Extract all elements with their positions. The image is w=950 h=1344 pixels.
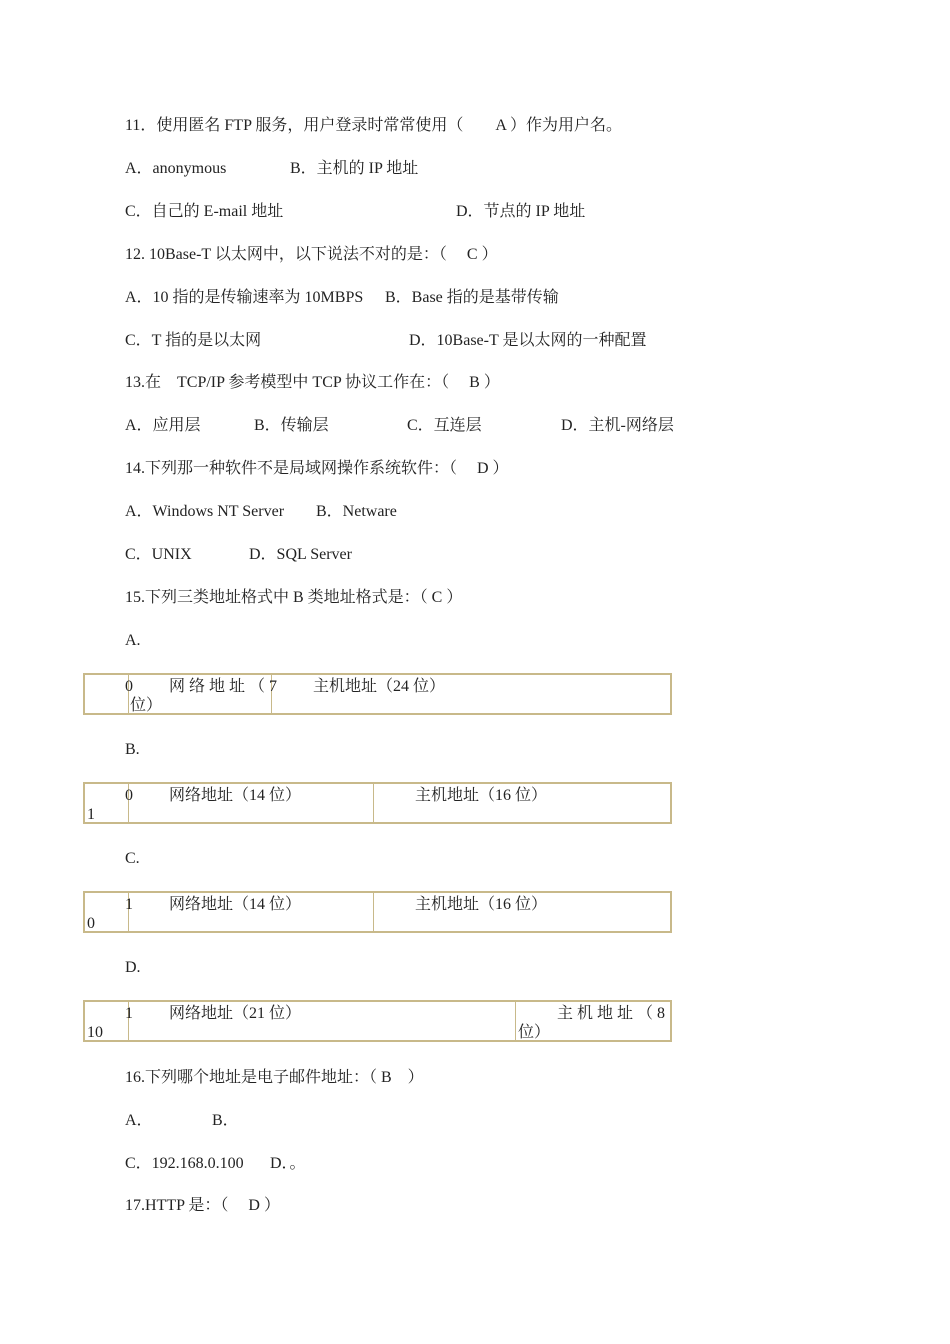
table-a-network-address-cont: 位） — [130, 697, 163, 714]
q12-option-d: D．10Base-T 是以太网的一种配置 — [409, 332, 647, 349]
q13-option-c: C．互连层 — [407, 417, 482, 434]
table-d-divider-2 — [515, 1002, 516, 1040]
question-17: 17.HTTP 是：（ D ） — [125, 1197, 280, 1214]
q13-option-b: B．传输层 — [254, 417, 329, 434]
q14-option-b: B．Netware — [316, 503, 397, 520]
table-b-bit-bottom: 1 — [87, 806, 95, 823]
table-a-host-address: 主机地址（24 位） — [313, 678, 446, 695]
q16-option-d: D．。 — [270, 1155, 306, 1172]
question-16: 16.下列哪个地址是电子邮件地址：（ B ） — [125, 1069, 424, 1086]
question-14: 14.下列那一种软件不是局域网操作系统软件：（ D ） — [125, 460, 509, 477]
address-format-table-c — [83, 891, 672, 933]
question-15: 15.下列三类地址格式中 B 类地址格式是：（ C ） — [125, 589, 463, 606]
q12-option-b: B．Base 指的是基带传输 — [385, 289, 559, 306]
table-d-host-address-cont: 位） — [518, 1024, 551, 1041]
q11-option-c: C．自己的 E-mail 地址 — [125, 203, 284, 220]
address-format-table-b — [83, 782, 672, 824]
table-a-bits: 0 — [125, 678, 133, 695]
q13-option-a: A．应用层 — [125, 417, 201, 434]
question-11: 11．使用匿名 FTP 服务，用户登录时常常使用（ A ）作为用户名。 — [125, 117, 623, 134]
q13-option-d: D．主机-网络层 — [561, 417, 674, 434]
q12-option-a: A．10 指的是传输速率为 10MBPS — [125, 289, 364, 306]
q11-option-a: A．anonymous — [125, 160, 227, 177]
q16-option-a: A． — [125, 1112, 153, 1129]
q11-option-b: B．主机的 IP 地址 — [290, 160, 419, 177]
table-b-bit-top: 0 — [125, 787, 133, 804]
address-format-table-a — [83, 673, 672, 715]
table-b-divider-2 — [373, 784, 374, 822]
q15-option-a-label: A. — [125, 632, 141, 649]
question-12: 12. 10Base-T 以太网中，以下说法不对的是：（ C ） — [125, 246, 498, 263]
table-d-host-address: 主 机 地 址 （ 8 — [557, 1005, 666, 1022]
table-c-network-address: 网络地址（14 位） — [169, 896, 302, 913]
table-c-bit-bottom: 0 — [87, 915, 95, 932]
table-d-bit-top: 1 — [125, 1005, 133, 1022]
table-c-divider-2 — [373, 893, 374, 931]
q12-option-c: C．T 指的是以太网 — [125, 332, 262, 349]
q15-option-c-label: C. — [125, 850, 140, 867]
address-format-table-d — [83, 1000, 672, 1042]
table-c-bit-top: 1 — [125, 896, 133, 913]
table-b-host-address: 主机地址（16 位） — [415, 787, 548, 804]
q15-option-d-label: D. — [125, 959, 141, 976]
table-d-network-address: 网络地址（21 位） — [169, 1005, 302, 1022]
q11-option-d: D．节点的 IP 地址 — [456, 203, 586, 220]
table-b-network-address: 网络地址（14 位） — [169, 787, 302, 804]
table-c-host-address: 主机地址（16 位） — [415, 896, 548, 913]
table-d-bit-bottom: 10 — [87, 1024, 103, 1041]
q16-option-c: C．192.168.0.100 — [125, 1155, 244, 1172]
q15-option-b-label: B. — [125, 741, 140, 758]
q14-option-c: C．UNIX — [125, 546, 192, 563]
q16-option-b: B． — [212, 1112, 239, 1129]
question-13: 13.在 TCP/IP 参考模型中 TCP 协议工作在：（ B ） — [125, 374, 500, 391]
q14-option-a: A．Windows NT Server — [125, 503, 285, 520]
table-a-network-address: 网 络 地 址 （ 7 — [169, 678, 278, 695]
q14-option-d: D．SQL Server — [249, 546, 352, 563]
